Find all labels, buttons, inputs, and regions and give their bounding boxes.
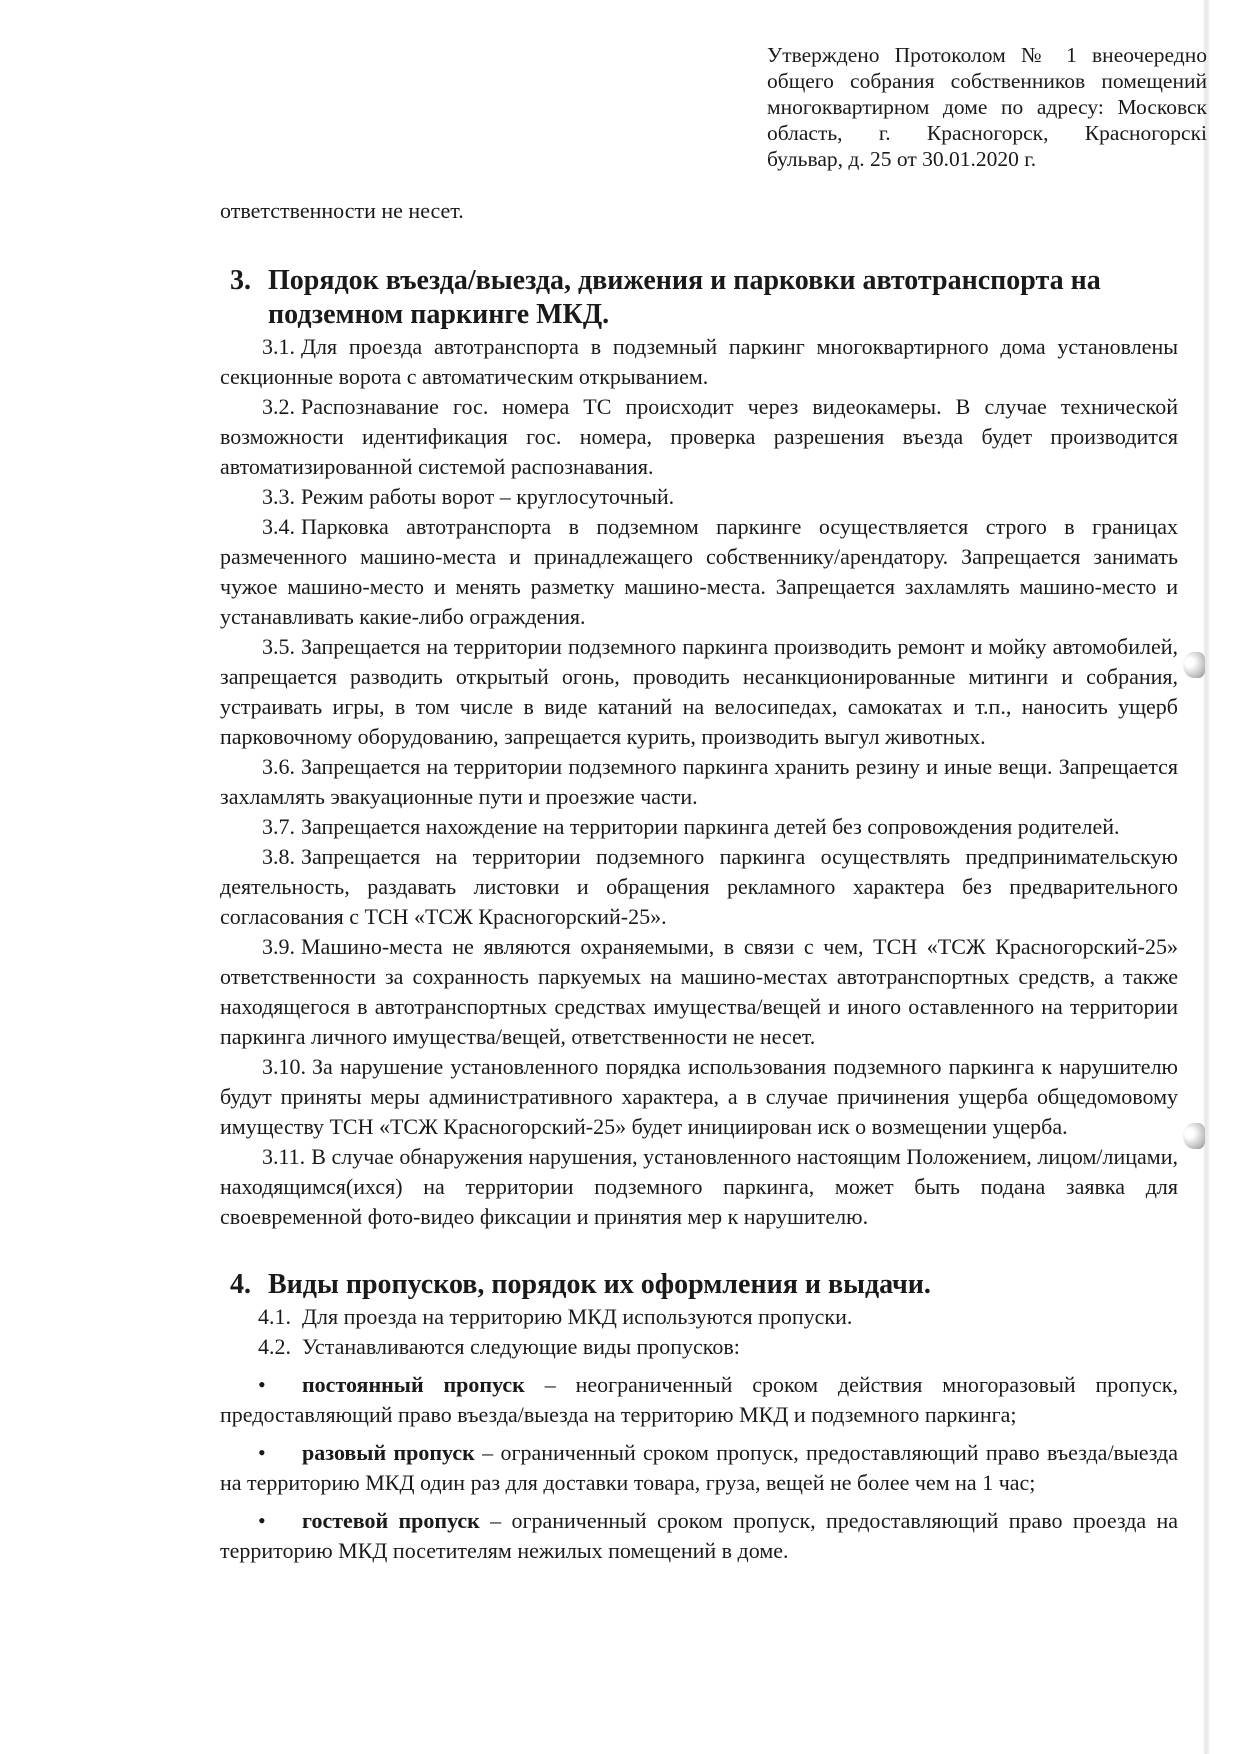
clause-number: 4.1. <box>258 1304 291 1329</box>
clause <box>220 512 1178 632</box>
pass-type-item <box>220 1506 1178 1566</box>
pass-type-item <box>220 1438 1178 1498</box>
approval-line: бульвар, д. 25 от 30.01.2020 г. <box>767 147 1037 171</box>
clause <box>220 632 1178 752</box>
clause-number: 3.1. <box>262 334 295 359</box>
clause <box>220 1142 1178 1232</box>
clause-text: Машино-места не являются охраняемыми, в связи с чем, ТСН «ТСЖ Красногорский-25» ответственности за сохранность паркуемых на машино-местах автотранспортных средств, а также находящегося в автотранспортных средствах имущества/вещей и иного оставленного на территории паркинга личного имущества/вещей, ответственности не несет. <box>220 934 1178 1049</box>
clause <box>258 1332 1178 1362</box>
clause-text: Запрещается нахождение на территории паркинга детей без сопровождения родителей. <box>301 814 1120 839</box>
clause-text: Запрещается на территории подземного паркинга производить ремонт и мойку автомобилей, запрещается разводить открытый огонь, проводить несанкционированные митинги и собрания, устраивать игры, в том числе в виде катаний на велосипедах, самокатах и т.п., наносить ущерб парковочному оборудованию, запрещается курить, производить выгул животных. <box>220 634 1178 749</box>
clause <box>220 1052 1178 1142</box>
binding-clip <box>1183 652 1205 678</box>
clause <box>220 482 1178 512</box>
section-number: 3. <box>230 265 251 296</box>
continuation-text: ответственности не несет. <box>220 198 464 223</box>
section-4-items <box>220 1302 1178 1566</box>
clause-text: Для проезда автотранспорта в подземный паркинг многоквартирного дома установлены секционные ворота с автоматическим открыванием. <box>220 334 1178 389</box>
clause <box>220 932 1178 1052</box>
approval-line: общего собрания собственников помещений <box>767 69 1207 93</box>
binding-clip <box>1183 1123 1205 1149</box>
clause-number: 3.9. <box>262 934 295 959</box>
bullet-icon: • <box>258 1508 266 1533</box>
section-title: Порядок въезда/выезда, движения и парковки автотранспорта на подземном паркинге МКД. <box>268 265 1101 330</box>
pass-type-description: – ограниченный сроком пропуск, предоставляющий право въезда/выезда на территорию МКД один раз для доставки товара, груза, вещей не более чем на 1 час; <box>220 1440 1179 1495</box>
clause <box>220 332 1178 392</box>
clause-number: 3.8. <box>262 844 295 869</box>
clause <box>220 392 1178 482</box>
clause-number: 3.3. <box>262 484 295 509</box>
clause-number: 3.10. <box>262 1054 306 1079</box>
pass-type-term: гостевой пропуск <box>302 1508 480 1533</box>
section-3-heading <box>230 264 1178 332</box>
clause-text: Для проезда на территорию МКД используются пропуски. <box>302 1304 853 1329</box>
clause-number: 3.5. <box>262 634 295 659</box>
scan-margin <box>1209 0 1240 1754</box>
clause <box>220 812 1178 842</box>
clause-number: 3.2. <box>262 394 295 419</box>
section-number: 4. <box>230 1269 251 1300</box>
approval-line: многоквартирном доме по адресу: Московск <box>767 95 1207 119</box>
pass-type-item <box>220 1370 1178 1430</box>
clause-number: 3.6. <box>262 754 295 779</box>
clause <box>258 1302 1178 1332</box>
pass-type-term: разовый пропуск <box>302 1440 475 1465</box>
pass-type-description: – ограниченный сроком пропуск, предоставляющий право проезда на территорию МКД посетителям нежилых помещений в доме. <box>220 1508 1178 1563</box>
clause <box>220 752 1178 812</box>
section-3-items <box>220 332 1178 1232</box>
approval-line: Утверждено Протоколом № 1 внеочередно <box>767 43 1207 67</box>
pass-type-description: – неограниченный сроком действия многоразовый пропуск, предоставляющий право въезда/выезда на территорию МКД и подземного паркинга; <box>220 1372 1178 1427</box>
clause-number: 4.2. <box>258 1334 291 1359</box>
clause-text: Устанавливаются следующие виды пропусков: <box>302 1334 740 1359</box>
clause-text: За нарушение установленного порядка использования подземного паркинга к нарушителю будут приняты меры административного характера, а в случае причинения ущерба общедомовому имуществу ТСН «ТСЖ Красногорский-25» будет инициирован иск о возмещении ущерба. <box>220 1054 1178 1139</box>
section-title: Виды пропусков, порядок их оформления и выдачи. <box>268 1269 931 1300</box>
clause-number: 3.11. <box>262 1144 306 1169</box>
clause-number: 3.7. <box>262 814 295 839</box>
clause <box>220 842 1178 932</box>
clause-text: Запрещается на территории подземного паркинга хранить резину и иные вещи. Запрещается захламлять эвакуационные пути и проезжие части. <box>220 754 1178 809</box>
approval-line: область, г. Красногорск, Красногорскі <box>767 121 1207 145</box>
document-body <box>220 196 1178 1566</box>
clause-text: В случае обнаружения нарушения, установленного настоящим Положением, лицом/лицами, находящимся(ихся) на территории подземного паркинга, может быть подана заявка для своевременной фото-видео фиксации и принятия мер к нарушителю. <box>220 1144 1178 1229</box>
clause-text: Распознавание гос. номера ТС происходит через видеокамеры. В случае технической возможности идентификация гос. номера, проверка разрешения въезда будет производится автоматизированной системой распознавания. <box>220 394 1178 479</box>
approval-note <box>767 42 1207 172</box>
clause-text: Запрещается на территории подземного паркинга осуществлять предпринимательскую деятельность, раздавать листовки и обращения рекламного характера без предварительного согласования с ТСН «ТСЖ Красногорский-25». <box>220 844 1178 929</box>
clause-text: Парковка автотранспорта в подземном паркинге осуществляется строго в границах размеченного машино-места и принадлежащего собственнику/арендатору. Запрещается занимать чужое машино-место и менять разметку машино-места. Запрещается захламлять машино-место и устанавливать какие-либо ограждения. <box>220 514 1178 629</box>
clause-number: 3.4. <box>262 514 295 539</box>
pass-type-term: постоянный пропуск <box>302 1372 525 1397</box>
bullet-icon: • <box>258 1440 266 1465</box>
clause-text: Режим работы ворот – круглосуточный. <box>301 484 675 509</box>
section-4-heading <box>230 1268 1178 1302</box>
bullet-icon: • <box>258 1372 266 1397</box>
